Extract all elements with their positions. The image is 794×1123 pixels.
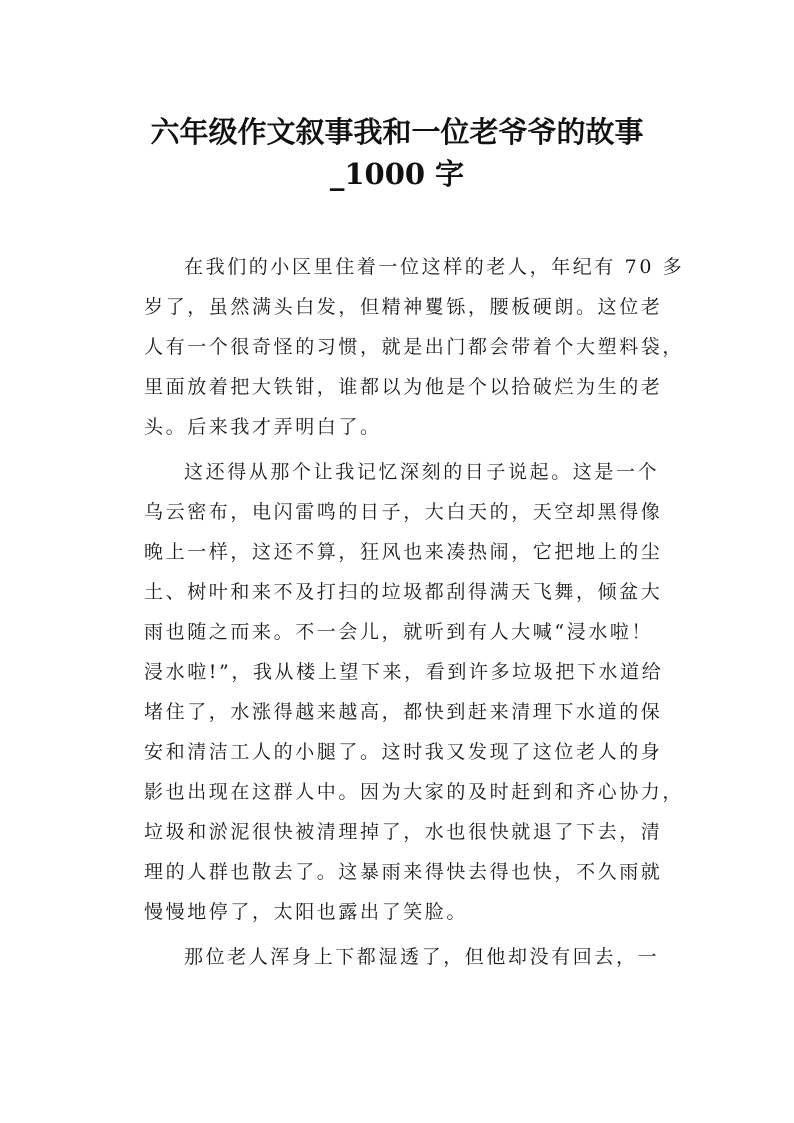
paragraph-2-line-12: 慢慢地停了，太阳也露出了笑脸。 (144, 901, 469, 923)
paragraph-2-line-2: 乌云密布，电闪雷鸣的日子，大白天的，天空却黑得像 (144, 501, 663, 523)
paragraph-2-line-3: 晚上一样，这还不算，狂风也来凑热闹，它把地上的尘 (144, 541, 663, 563)
paragraph-3-line-1: 那位老人浑身上下都湿透了，但他却没有回去，一 (184, 946, 660, 968)
paragraph-1-line-5: 头。后来我才弄明白了。 (144, 416, 382, 438)
paragraph-2-line-9: 影也出现在这群人中。因为大家的及时赶到和齐心协力， (144, 781, 685, 803)
document-title-line-1: 六年级作文叙事我和一位老爷爷的故事 (150, 115, 644, 149)
paragraph-2-line-6: 浸水啦!”，我从楼上望下来，看到许多垃圾把下水道给 (144, 661, 664, 683)
paragraph-1-line-4: 里面放着把大铁钳，谁都以为他是个以拾破烂为生的老 (144, 376, 663, 398)
paragraph-1-line-3: 人有一个很奇怪的习惯，就是出门都会带着个大塑料袋， (144, 336, 685, 358)
document-title-line-2: _1000 字 (329, 157, 465, 191)
paragraph-2-line-11: 理的人群也散去了。这暴雨来得快去得也快，不久雨就 (144, 861, 663, 883)
paragraph-1-line-1: 在我们的小区里住着一位这样的老人，年纪有 70 多 (184, 256, 685, 278)
paragraph-2-line-10: 垃圾和淤泥很快被清理掉了，水也很快就退了下去，清 (144, 821, 663, 843)
paragraph-2-line-7: 堵住了，水涨得越来越高，都快到赶来清理下水道的保 (144, 701, 663, 723)
paragraph-2-line-1: 这还得从那个让我记忆深刻的日子说起。这是一个 (184, 461, 660, 483)
paragraph-2-line-8: 安和清洁工人的小腿了。这时我又发现了这位老人的身 (144, 741, 663, 763)
paragraph-1-line-2: 岁了，虽然满头白发，但精神矍铄，腰板硬朗。这位老 (144, 296, 663, 318)
paragraph-2-line-5: 雨也随之而来。不一会儿，就听到有人大喊“浸水啦！ (144, 621, 654, 643)
paragraph-2-line-4: 土、树叶和来不及打扫的垃圾都刮得满天飞舞，倾盆大 (144, 581, 663, 603)
